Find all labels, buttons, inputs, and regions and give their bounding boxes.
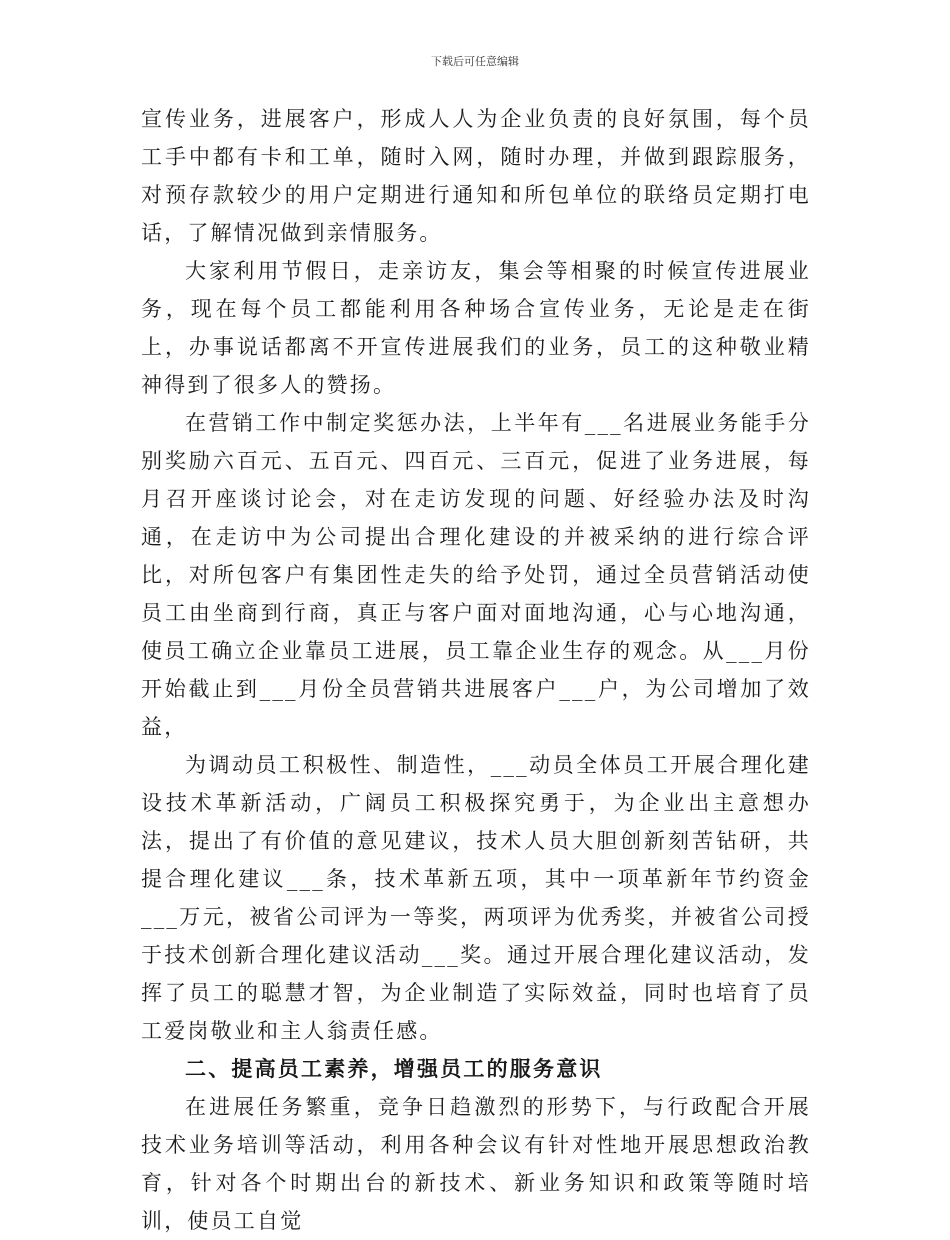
page-header: 下载后可任意编辑 bbox=[431, 55, 519, 68]
paragraph-2: 大家利用节假日，走亲访友，集会等相聚的时候宣传进展业务，现在每个员工都能利用各种场合宣传业务，无论是走在街上，办事说话都离不开宣传进展我们的业务，员工的这种敬业精神得到了很多人的赞扬。 bbox=[141, 259, 811, 397]
paragraph-1: 宣传业务，进展客户，形成人人为企业负责的良好氛围，每个员工手中都有卡和工单，随时入网，随时办理，并做到跟踪服务，对预存款较少的用户定期进行通知和所包单位的联络员定期打电话，了解情况做到亲情服务。 bbox=[141, 107, 811, 245]
paragraph-3: 在营销工作中制定奖惩办法，上半年有___名进展业务能手分别奖励六百元、五百元、四百元、三百元，促进了业务进展，每月召开座谈讨论会，对在走访发现的问题、好经验办法及时沟通，在走访中为公司提出合理化建设的并被采纳的进行综合评比，对所包客户有集团性走失的给予处罚，通过全员营销活动使员工由坐商到行商，真正与客户面对面地沟通，心与心地沟通，使员工确立企业靠员工进展，员工靠企业生存的观念。从___月份开始截止到___月份全员营销共进展客户___户，为公司增加了效益， bbox=[141, 411, 811, 739]
paragraph-5: 在进展任务繁重，竞争日趋激烈的形势下，与行政配合开展技术业务培训等活动，利用各种会议有针对性地开展思想政治教育，针对各个时期出台的新技术、新业务知识和政策等随时培训，使员工自觉 bbox=[141, 1095, 811, 1233]
document-body bbox=[141, 100, 811, 1240]
section-heading: 二、提高员工素养，增强员工的服务意识 bbox=[185, 1057, 603, 1081]
paragraph-4: 为调动员工积极性、制造性，___动员全体员工开展合理化建设技术革新活动，广阔员工积极探究勇于，为企业出主意想办法，提出了有价值的意见建议，技术人员大胆创新刻苦钻研，共提合理化建议___条，技术革新五项，其中一项革新年节约资金___万元，被省公司评为一等奖，两项评为优秀奖，并被省公司授于技术创新合理化建议活动___奖。通过开展合理化建议活动，发挥了员工的聪慧才智，为企业制造了实际效益，同时也培育了员工爱岗敬业和主人翁责任感。 bbox=[141, 753, 811, 1043]
